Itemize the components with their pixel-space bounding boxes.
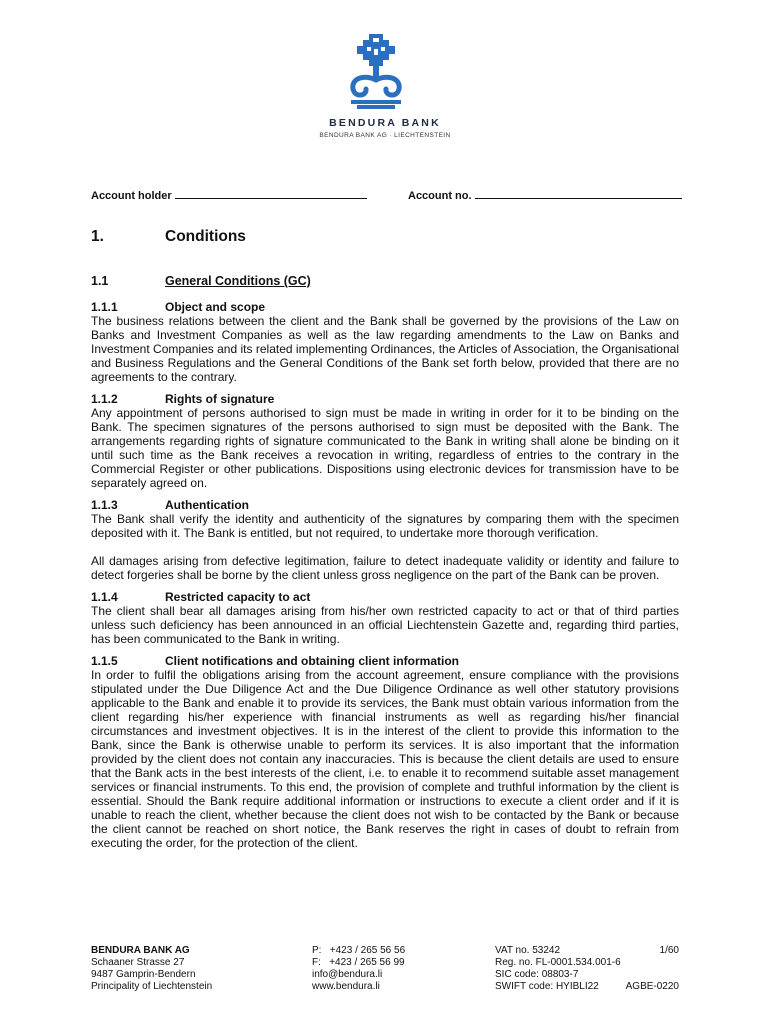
footer-reg: Reg. no. FL-0001.534.001-6	[495, 957, 621, 968]
paragraph: All damages arising from defective legitimation, failure to detect inadequate validity or identity and failure to detect forgeries shall be borne by the client unless gross negligence on the part of the Bank can be proven.	[91, 554, 679, 582]
subsection	[91, 654, 679, 850]
bendura-tree-emblem-icon	[347, 34, 405, 110]
bank-subtitle: BENDURA BANK AG · LIECHTENSTEIN	[319, 132, 451, 139]
footer-fax: F: +423 / 265 56 99	[312, 957, 405, 968]
footer-contact	[312, 945, 405, 993]
subsection-number: 1.1.2	[91, 392, 118, 406]
subsection-heading	[91, 654, 679, 668]
subsection	[91, 590, 679, 646]
conditions-body	[91, 300, 679, 858]
account-holder-field	[91, 188, 367, 202]
footer-sic: SIC code: 08803-7	[495, 969, 579, 980]
footer-doc-code: AGBE-0220	[625, 981, 679, 992]
footer-page-number: 1/60	[659, 945, 679, 956]
subsection-heading	[91, 498, 679, 512]
subsection-number: 1.1.3	[91, 498, 118, 512]
footer-company: BENDURA BANK AG	[91, 945, 190, 956]
footer-country: Principality of Liechtenstein	[91, 981, 213, 992]
bank-name: BENDURA BANK	[329, 117, 441, 129]
account-number-blank-line[interactable]	[475, 188, 682, 199]
subsection-title: Rights of signature	[165, 392, 275, 406]
paragraph: Any appointment of persons authorised to sign must be made in writing in order for it to be binding on the Bank. The specimen signatures of the persons authorised to sign must be deposited with the Bank. The arrangements regarding rights of signature communicated to the Bank in writing shall alone be binding on it until such time as the Bank receives a revocation in writing, regardless of entries to the contrary in the Commercial Register or other publications. Dispositions using electronic devices for transmission have to be separately agreed on.	[91, 406, 679, 490]
subsection-title: Authentication	[165, 498, 249, 512]
chapter-title: Conditions	[165, 228, 246, 245]
footer-city: 9487 Gamprin-Bendern	[91, 969, 196, 980]
footer-street: Schaaner Strasse 27	[91, 957, 185, 968]
subsection-heading	[91, 392, 679, 406]
section-title: General Conditions (GC)	[165, 274, 311, 288]
subsection-number: 1.1.4	[91, 590, 118, 604]
subsection-number: 1.1.1	[91, 300, 118, 314]
subsection-title: Restricted capacity to act	[165, 590, 311, 604]
account-holder-label: Account holder	[91, 190, 172, 202]
account-holder-blank-line[interactable]	[175, 188, 367, 199]
paragraph: In order to fulfil the obligations arising from the account agreement, ensure compliance with the provisions stipulated under the Due Diligence Act and the Due Diligence Ordinance as well other statutory provisions applicable to the Bank and enable it to provide its services, the Bank must obtain various information from the client regarding his/her experience with financial instruments as well as regarding his/her financial circumstances and investment objectives. It is in the interest of the client to provide this information to the Bank, since the Bank is otherwise unable to perform its services. It is also important that the information provided by the client does not contain any inaccuracies. This is because the client details are used to ensure that the Bank acts in the best interests of the client, i.e. to enable it to recommend suitable asset management services or financial instruments. To this end, the provision of complete and truthful information by the client is essential. Should the Bank require additional information or instructions to execute a client order and if it is unable to reach the client, whether because the client does not wish to be contacted by the Bank or because the client cannot be reached on short notice, the Bank reserves the right in cases of doubt to refrain from executing the order, for the protection of the client.	[91, 668, 679, 850]
subsection-title: Object and scope	[165, 300, 266, 314]
subsection-number: 1.1.5	[91, 654, 118, 668]
subsection	[91, 300, 679, 384]
chapter-number: 1.	[91, 228, 104, 245]
paragraph: The Bank shall verify the identity and authenticity of the signatures by comparing them with the specimen deposited with it. The Bank is entitled, but not required, to undertake more thorough verification.	[91, 512, 679, 540]
footer-registration	[495, 945, 621, 993]
footer-web[interactable]: www.bendura.li	[312, 981, 380, 992]
section-number: 1.1	[91, 274, 109, 288]
subsection	[91, 392, 679, 490]
account-number-label: Account no.	[408, 190, 472, 202]
paragraph: The client shall bear all damages arising from his/her own restricted capacity to act or that of third parties unless such deficiency has been announced in an official Liechtenstein Gazette and, regarding third parties, has been communicated to the Bank in writing.	[91, 604, 679, 646]
footer-email[interactable]: info@bendura.li	[312, 969, 383, 980]
footer-swift: SWIFT code: HYIBLI22	[495, 981, 599, 992]
subsection-heading	[91, 300, 679, 314]
paragraph: The business relations between the client and the Bank shall be governed by the provisions of the Law on Banks and Investment Companies as well as the law regarding amendments to the Law on Banks and Investment Companies and its related implementing Ordinances, the Articles of Association, the Organisational and Business Regulations and the General Conditions of the Bank set forth below, provided that there are no agreements to the contrary.	[91, 314, 679, 384]
subsection-title: Client notifications and obtaining client information	[165, 654, 459, 668]
account-number-field	[408, 188, 682, 202]
footer-vat: VAT no. 53242	[495, 945, 561, 956]
subsection-heading	[91, 590, 679, 604]
footer-address	[91, 945, 212, 993]
subsection	[91, 498, 679, 582]
footer-phone: P: +423 / 265 56 56	[312, 945, 406, 956]
